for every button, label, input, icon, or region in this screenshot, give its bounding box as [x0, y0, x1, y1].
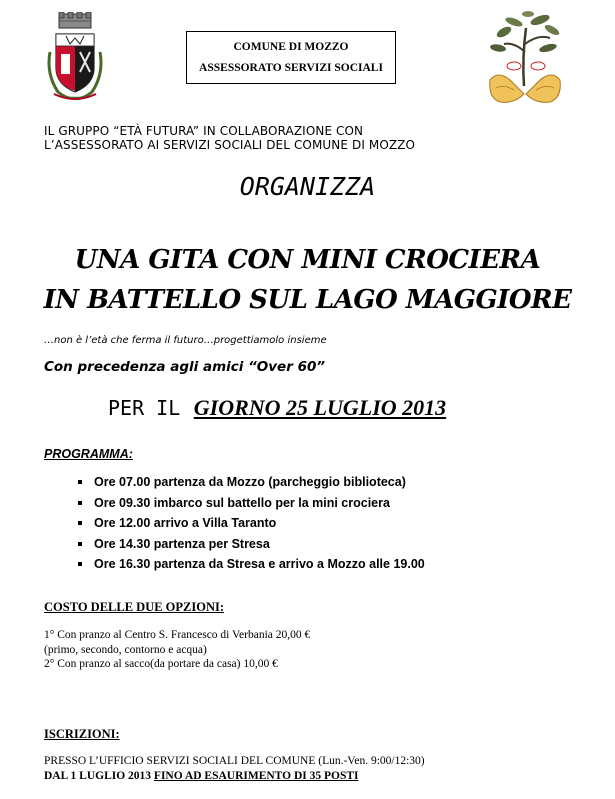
date-prefix: PER IL — [108, 396, 181, 420]
header-box — [186, 31, 396, 84]
schedule-item — [78, 513, 425, 534]
schedule-item-text: Ore 14.30 partenza per Stresa — [94, 536, 270, 551]
header-line-municipality: COMUNE DI MOZZO — [233, 40, 349, 53]
organizza-heading: ORGANIZZA — [239, 172, 376, 201]
trip-title-line-2: IN BATTELLO SUL LAGO MAGGIORE — [43, 285, 572, 315]
cost-options — [44, 628, 310, 672]
schedule-item — [78, 472, 425, 493]
schedule-item — [78, 554, 425, 575]
schedule-item — [78, 493, 425, 514]
motto: …non è l’età che ferma il futuro…progettiamolo insieme — [44, 335, 327, 346]
schedule-item — [78, 534, 425, 555]
schedule-item-text: Ore 09.30 imbarco sul battello per la mini crociera — [94, 495, 390, 510]
intro-line-2: L’ASSESSORATO AI SERVIZI SOCIALI DEL COMUNE DI MOZZO — [44, 138, 416, 152]
iscrizioni-end: FINO AD ESAURIMENTO DI 35 POSTI — [153, 770, 359, 782]
date-value: GIORNO 25 LUGLIO 2013 — [193, 395, 447, 420]
cost-option-1: 1° Con pranzo al Centro S. Francesco di Verbania 20,00 € — [44, 629, 311, 641]
programma-heading: PROGRAMMA: — [44, 447, 133, 461]
hands-holding-plant-icon — [484, 8, 566, 108]
iscrizioni-dates — [44, 770, 359, 782]
intro-text — [44, 124, 415, 152]
header-line-department: ASSESSORATO SERVIZI SOCIALI — [199, 61, 383, 74]
event-date — [108, 395, 446, 421]
bullet-icon — [78, 562, 82, 566]
iscrizioni-office: PRESSO L’UFFICIO SERVIZI SOCIALI DEL COMUNE (Lun.-Ven. 9:00/12:30) — [44, 755, 425, 767]
schedule-item-text: Ore 07.00 partenza da Mozzo (parcheggio biblioteca) — [94, 475, 406, 489]
iscrizioni-heading: ISCRIZIONI: — [44, 727, 120, 741]
bullet-icon — [78, 480, 82, 484]
bullet-icon — [78, 521, 82, 525]
costo-heading: COSTO DELLE DUE OPZIONI: — [44, 600, 225, 614]
bullet-icon — [78, 501, 82, 505]
cost-option-2: 2° Con pranzo al sacco(da portare da casa) 10,00 € — [44, 658, 278, 670]
schedule-list — [78, 472, 425, 575]
cost-option-1-detail: (primo, secondo, contorno e acqua) — [44, 643, 207, 656]
intro-line-1: IL GRUPPO “ETÀ FUTURA” IN COLLABORAZIONE CON — [44, 124, 364, 138]
bullet-icon — [78, 542, 82, 546]
municipal-crest-icon — [44, 12, 106, 102]
schedule-item-text: Ore 16.30 partenza da Stresa e arrivo a Mozzo alle 19.00 — [94, 557, 425, 571]
schedule-item-text: Ore 12.00 arrivo a Villa Taranto — [94, 516, 277, 530]
precedence-note: Con precedenza agli amici “Over 60” — [44, 359, 326, 375]
iscrizioni-start: DAL 1 LUGLIO 2013 — [44, 770, 152, 782]
trip-title-line-1: UNA GITA CON MINI CROCIERA — [74, 245, 541, 275]
